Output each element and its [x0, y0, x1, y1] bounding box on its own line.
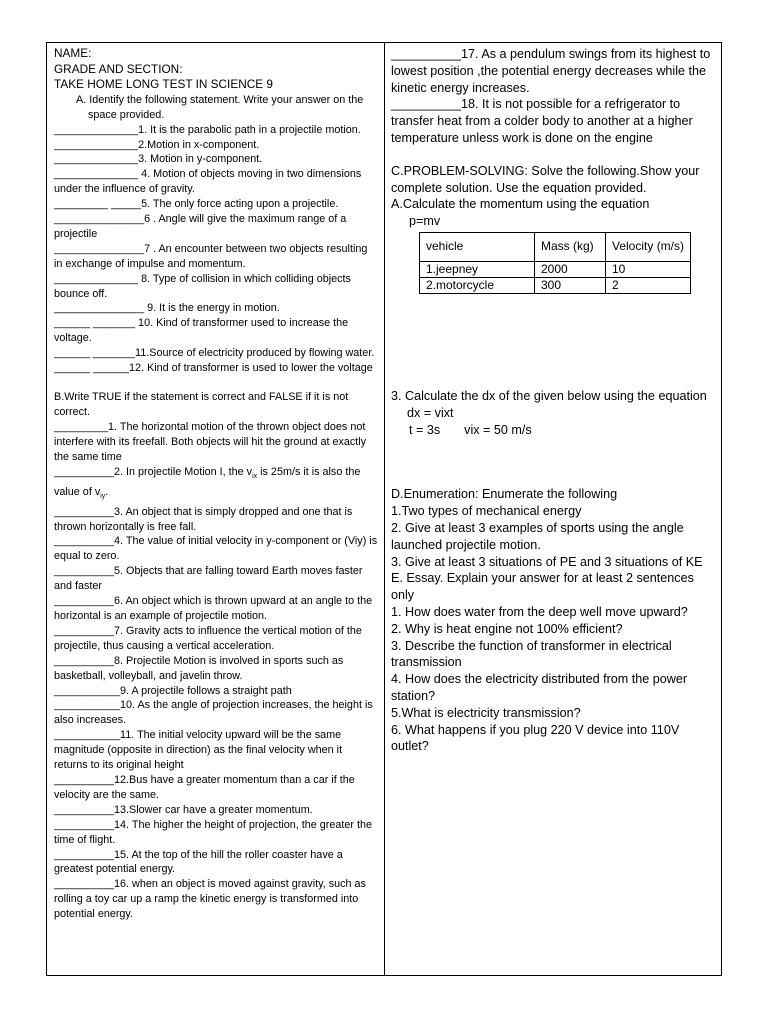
c-q3-label: 3. Calculate the dx of the given below using the equation: [391, 388, 707, 403]
b-item-15: __________15. At the top of the hill the roller coaster have a greatest potential energy.: [54, 848, 343, 876]
b-item-14: __________14. The higher the height of projection, the greater the time of flight.: [54, 818, 372, 846]
b-item-2: [54, 465, 378, 505]
cell-vehicle-1: 1.jeepney: [420, 261, 535, 277]
test-title: TAKE HOME LONG TEST IN SCIENCE 9: [54, 77, 273, 92]
th-mass: Mass (kg): [535, 232, 606, 261]
section-e-instruction: E. Essay. Explain your answer for at least 2 sentences only: [391, 571, 694, 603]
c-a-equation: p=mv: [409, 214, 441, 229]
e-item-2: 2. Why is heat engine not 100% efficient?: [391, 621, 623, 636]
b-item-2-text-b: is 25m/s it is also the value of v: [54, 465, 361, 498]
b-item-2-sub-ix: ix: [252, 472, 258, 480]
b-item-9: ___________9. A projectile follows a straight path: [54, 684, 292, 697]
d-item-3: 3. Give at least 3 situations of PE and 3 situations of KE: [391, 554, 703, 569]
b-item-2-text-a: __________2. In projectile Motion I, the v: [54, 465, 253, 478]
cell-mass-2: 300: [535, 277, 606, 293]
name-label: NAME:: [54, 46, 92, 60]
cell-velocity-2: 2: [606, 277, 691, 293]
e-item-5: 5.What is electricity transmission?: [391, 705, 581, 720]
b-item-4: __________4. The value of initial velocity in y-component or (Viy) is equal to zero.: [54, 535, 378, 563]
b-item-3: __________3. An object that is simply dropped and one that is thrown horizontally is free fall.: [54, 505, 353, 533]
b-item-6: __________6. An object which is thrown upward at an angle to the horizontal is an example of projectile motion.: [54, 595, 373, 622]
b-item-13: __________13.Slower car have a greater momentum.: [54, 803, 313, 816]
a-item-1: ______________1. It is the parabolic path in a projectile motion.: [54, 123, 361, 136]
b-item-12: __________12.Bus have a greater momentum than a car if the velocity are the same.: [54, 773, 355, 801]
b-item-16: __________16. when an object is moved against gravity, such as rolling a toy car up a ramp the kinetic energy is transformed into potential energy.: [54, 878, 366, 921]
e-item-3: 3. Describe the function of transformer in electrical transmission: [391, 638, 672, 670]
c-a-label: A.Calculate the momentum using the equation: [391, 197, 650, 212]
b-item-2-sub-iy: iy: [100, 492, 106, 500]
left-column: [47, 43, 385, 975]
e-item-1: 1. How does water from the deep well move upward?: [391, 604, 688, 619]
c-q3-given-t: t = 3s: [409, 422, 441, 437]
b-item-2-text-c: .: [105, 485, 109, 498]
cell-mass-1: 2000: [535, 261, 606, 277]
b-item-8: __________8. Projectile Motion is involved in sports such as basketball, volleyball, and javelin throw.: [54, 654, 344, 682]
test-sheet: [46, 42, 722, 976]
th-velocity: Velocity (m/s): [606, 232, 691, 261]
a-item-3: ______________3. Motion in y-component.: [54, 153, 263, 166]
c-q3-given: [391, 422, 716, 439]
th-vehicle: vehicle: [420, 232, 535, 261]
d-item-2: 2. Give at least 3 examples of sports using the angle launched projectile motion.: [391, 520, 684, 552]
a-item-2: ______________2.Motion in x-component.: [54, 138, 260, 151]
b-item-1: _________1. The horizontal motion of the thrown object does not interfere with its freefall. Both objects will hit the ground at exactly the same time: [54, 420, 367, 463]
b-item-7: __________7. Gravity acts to influence the vertical motion of the projectile, thus causing a vertical acceleration.: [54, 624, 362, 652]
a-item-9: _______________ 9. It is the energy in motion.: [54, 302, 280, 315]
a-item-11: ______ _______11.Source of electricity produced by flowing water.: [54, 347, 375, 360]
d-item-1: 1.Two types of mechanical energy: [391, 504, 582, 519]
right-column: [385, 43, 722, 975]
b-item-5: __________5. Objects that are falling toward Earth moves faster and faster: [54, 565, 363, 593]
c-q3-equation: dx = vixt: [407, 405, 454, 420]
a-item-4: ______________ 4. Motion of objects moving in two dimensions under the influence of gravity.: [54, 168, 362, 196]
b-item-17: __________17. As a pendulum swings from its highest to lowest position ,the potential energy decreases while the kinetic energy increases.: [391, 47, 711, 95]
a-item-5: _________ _____5. The only force acting upon a projectile.: [54, 198, 339, 211]
a-item-10: ______ _______ 10. Kind of transformer used to increase the voltage.: [54, 317, 349, 345]
b-item-18: __________18. It is not possible for a refrigerator to transfer heat from a colder body to another at a higher temperature unless work is done on the engine: [391, 97, 693, 145]
b-item-11: ___________11. The initial velocity upward will be the same magnitude (opposite in direction) as the final velocity when it returns to its original height: [54, 729, 343, 772]
momentum-table: [419, 232, 691, 294]
section-c-instruction: C.PROBLEM-SOLVING: Solve the following.Show your complete solution. Use the equation provided.: [391, 163, 700, 195]
cell-velocity-1: 10: [606, 261, 691, 277]
grade-section-label: GRADE AND SECTION:: [54, 61, 183, 76]
section-d-instruction: D.Enumeration: Enumerate the following: [391, 487, 618, 502]
e-item-4: 4. How does the electricity distributed from the power station?: [391, 672, 688, 703]
a-item-7: _______________7 . An encounter between two objects resulting in exchange of impulse and momentum.: [54, 242, 368, 270]
e-item-6: 6. What happens if you plug 220 V device into 110V outlet?: [391, 722, 680, 754]
a-item-12: ______ ______12. Kind of transformer is used to lower the voltage: [54, 362, 373, 375]
a-item-8: ______________ 8. Type of collision in which colliding objects bounce off.: [54, 272, 351, 300]
a-item-6: _______________6 . Angle will give the maximum range of a projectile: [54, 213, 347, 240]
section-a-instruction: A. Identify the following statement. Write your answer on the space provided.: [76, 93, 364, 121]
cell-vehicle-2: 2.motorcycle: [420, 277, 535, 293]
section-b-instruction: B.Write TRUE if the statement is correct and FALSE if it is not correct.: [54, 391, 349, 418]
b-item-10: ___________10. As the angle of projection increases, the height is also increases.: [54, 699, 373, 727]
c-q3-given-v: vix = 50 m/s: [464, 422, 532, 437]
